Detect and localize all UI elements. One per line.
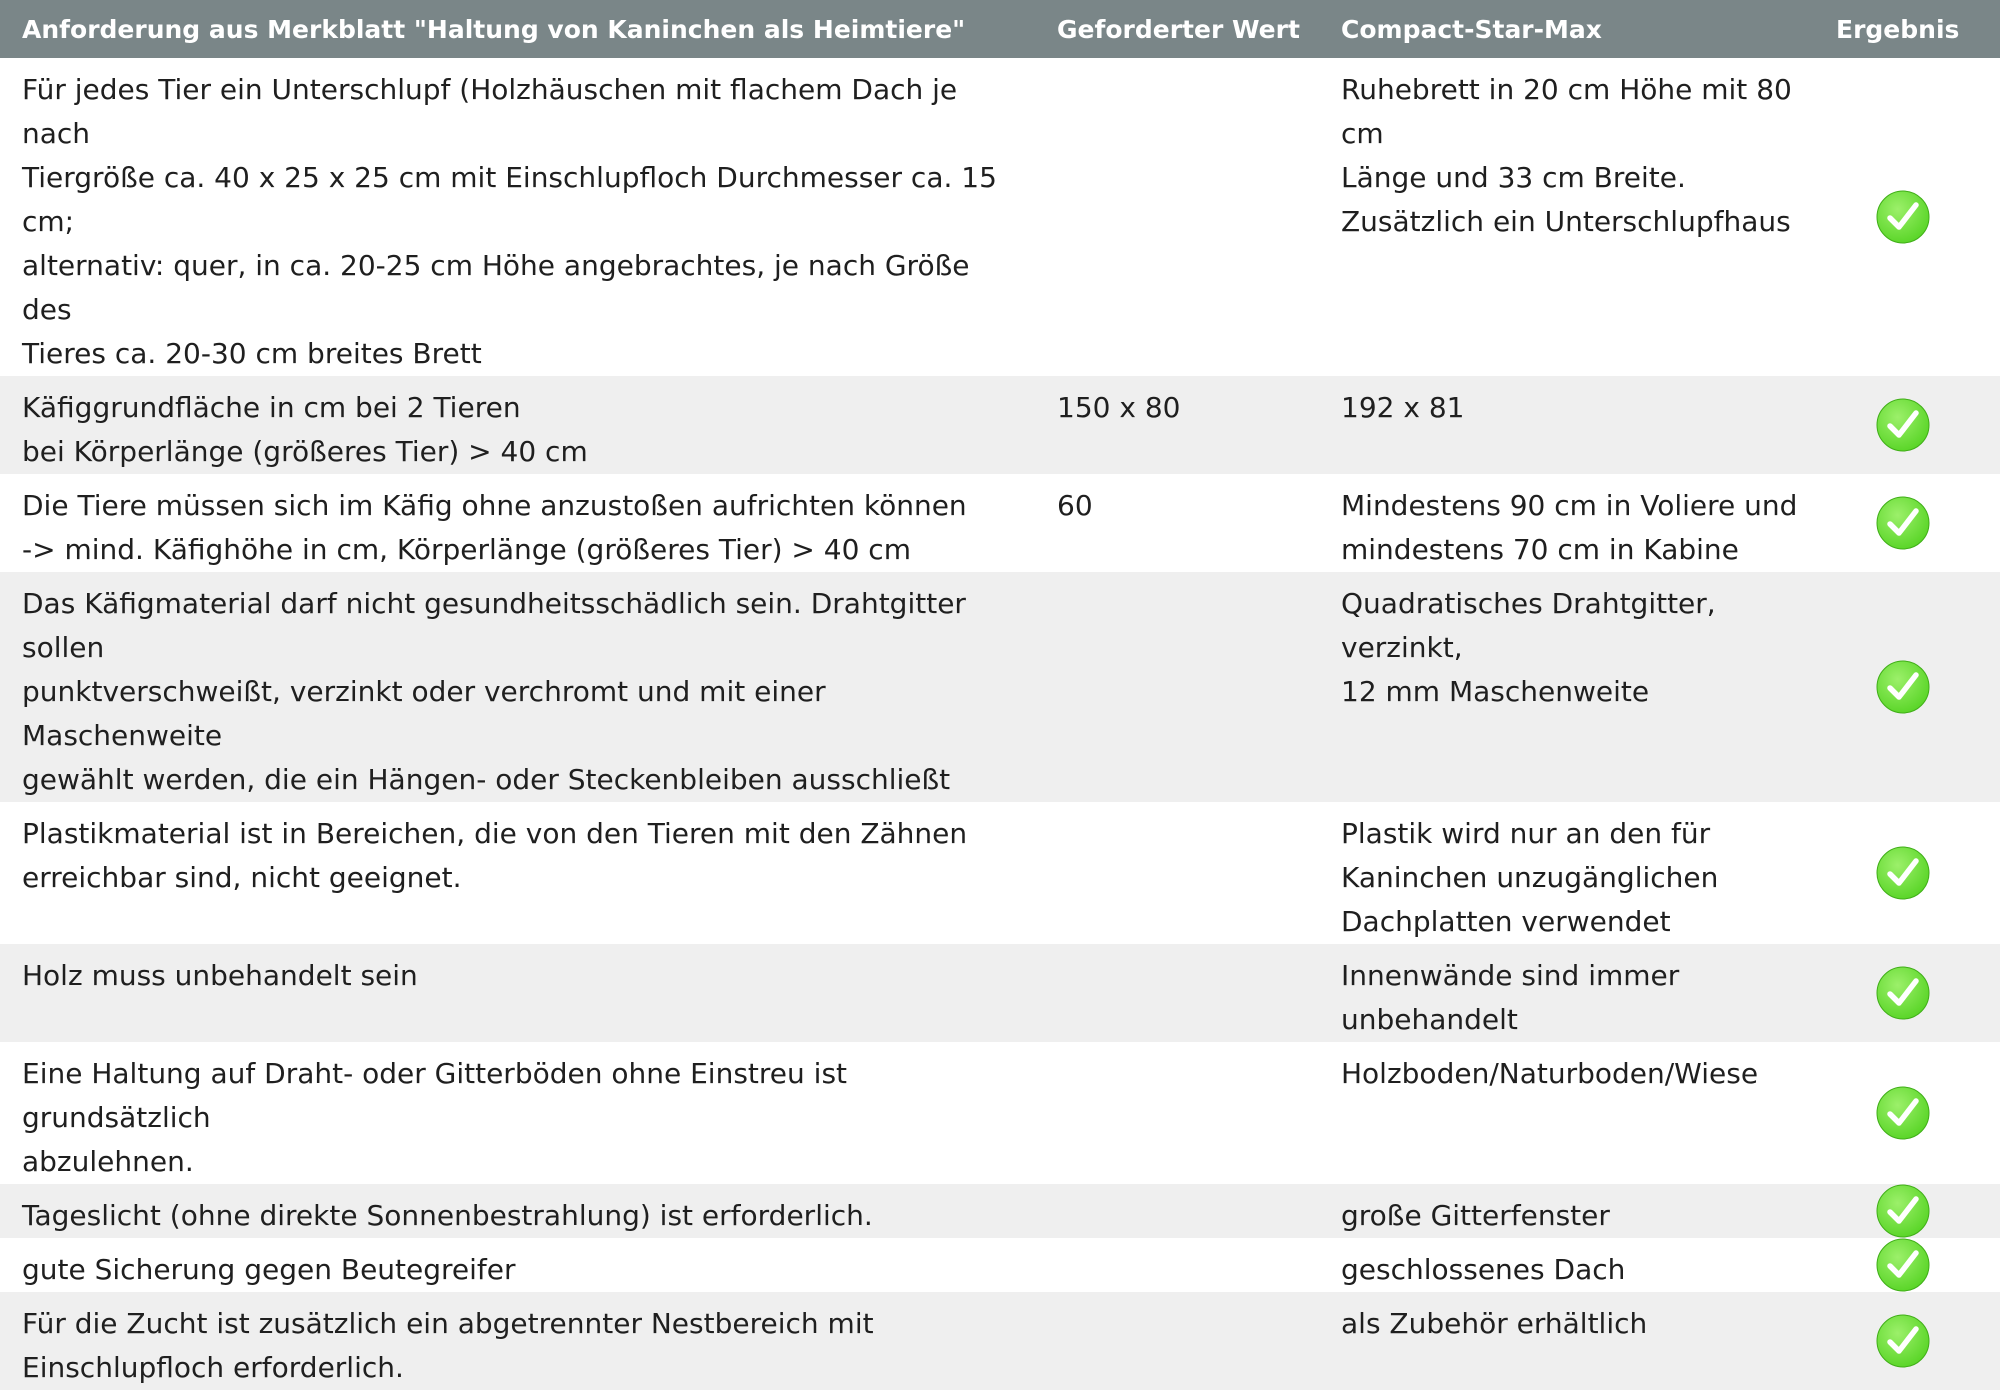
product-cell-line: Mindestens 90 cm in Voliere und (1341, 489, 1798, 522)
product-cell (1319, 1238, 1827, 1292)
result-cell (1827, 376, 2000, 474)
header-product: Compact-Star-Max (1341, 14, 1602, 44)
product-cell-line: Plastik wird nur an den für (1341, 817, 1711, 850)
product-cell-line: als Zubehör erhältlich (1341, 1307, 1648, 1340)
result-cell (1827, 944, 2000, 1042)
product-cell (1319, 944, 1827, 1042)
result-cell (1827, 58, 2000, 376)
requirement-cell-line: abzulehnen. (22, 1145, 194, 1178)
check-circle-icon (1876, 190, 1930, 244)
requirement-cell-line: Die Tiere müssen sich im Käfig ohne anzustoßen aufrichten können (22, 489, 967, 522)
requirement-cell-line: Tageslicht (ohne direkte Sonnenbestrahlung) ist erforderlich. (22, 1199, 873, 1232)
requirement-cell (0, 58, 1035, 376)
result-cell (1827, 1042, 2000, 1184)
result-cell (1827, 474, 2000, 572)
product-cell (1319, 1042, 1827, 1184)
requirement-cell-line: gute Sicherung gegen Beutegreifer (22, 1253, 516, 1286)
header-requirement: Anforderung aus Merkblatt "Haltung von Kaninchen als Heimtiere" (22, 14, 966, 44)
table-header (0, 0, 2000, 58)
product-cell-line: Zusätzlich ein Unterschlupfhaus (1341, 205, 1791, 238)
requirement-cell-line: Das Käfigmaterial darf nicht gesundheitsschädlich sein. Drahtgitter sollen (22, 587, 966, 664)
product-cell-line: unbehandelt (1341, 1003, 1518, 1036)
product-cell (1319, 572, 1827, 802)
header-row (0, 0, 2000, 58)
check-circle-icon (1876, 1184, 1930, 1238)
result-cell (1827, 1184, 2000, 1238)
check-circle-icon (1876, 1238, 1930, 1292)
requirement-cell (0, 944, 1035, 1042)
required-value-cell (1035, 474, 1319, 572)
requirement-cell-line: punktverschweißt, verzinkt oder verchromt und mit einer Maschenweite (22, 675, 826, 752)
table-row (0, 1184, 2000, 1238)
product-cell-line: geschlossenes Dach (1341, 1253, 1626, 1286)
table-row (0, 944, 2000, 1042)
requirement-cell (0, 1042, 1035, 1184)
check-circle-icon (1876, 966, 1930, 1020)
product-cell (1319, 1184, 1827, 1238)
header-result: Ergebnis (1836, 14, 1960, 44)
table-row (0, 1042, 2000, 1184)
product-cell (1319, 58, 1827, 376)
requirement-cell-line: Einschlupfloch erforderlich. (22, 1351, 404, 1384)
product-cell-line: Holzboden/Naturboden/Wiese (1341, 1057, 1759, 1090)
result-cell (1827, 1238, 2000, 1292)
product-cell (1319, 376, 1827, 474)
requirement-cell-line: erreichbar sind, nicht geeignet. (22, 861, 462, 894)
table-row (0, 1238, 2000, 1292)
check-circle-icon (1876, 1086, 1930, 1140)
requirement-cell-line: -> mind. Käfighöhe in cm, Körperlänge (größeres Tier) > 40 cm (22, 533, 911, 566)
requirement-cell-line: bei Körperlänge (größeres Tier) > 40 cm (22, 435, 588, 468)
required-value-cell-line: 150 x 80 (1057, 391, 1181, 424)
required-value-cell (1035, 58, 1319, 376)
product-cell-line: Innenwände sind immer (1341, 959, 1680, 992)
check-circle-icon (1876, 846, 1930, 900)
check-circle-icon (1876, 1314, 1930, 1368)
requirement-cell (0, 802, 1035, 944)
product-cell (1319, 802, 1827, 944)
product-cell (1319, 474, 1827, 572)
required-value-cell-line: 60 (1057, 489, 1093, 522)
requirement-cell (0, 1292, 1035, 1390)
requirement-cell-line: Holz muss unbehandelt sein (22, 959, 418, 992)
product-cell-line: große Gitterfenster (1341, 1199, 1610, 1232)
result-cell (1827, 802, 2000, 944)
check-circle-icon (1876, 398, 1930, 452)
table-row (0, 58, 2000, 376)
required-value-cell (1035, 572, 1319, 802)
product-cell-line: Kaninchen unzugänglichen (1341, 861, 1719, 894)
table-row (0, 1292, 2000, 1390)
required-value-cell (1035, 944, 1319, 1042)
required-value-cell (1035, 1238, 1319, 1292)
requirement-cell (0, 1184, 1035, 1238)
header-required-value: Geforderter Wert (1057, 14, 1300, 44)
requirement-cell-line: Plastikmaterial ist in Bereichen, die von den Tieren mit den Zähnen (22, 817, 968, 850)
required-value-cell (1035, 1184, 1319, 1238)
requirement-cell (0, 474, 1035, 572)
product-cell-line: Länge und 33 cm Breite. (1341, 161, 1686, 194)
product-cell (1319, 1292, 1827, 1390)
table-row (0, 474, 2000, 572)
result-cell (1827, 572, 2000, 802)
required-value-cell (1035, 802, 1319, 944)
check-circle-icon (1876, 660, 1930, 714)
table-row (0, 802, 2000, 944)
check-circle-icon (1876, 496, 1930, 550)
product-cell-line: mindestens 70 cm in Kabine (1341, 533, 1739, 566)
requirement-cell (0, 572, 1035, 802)
table-body (0, 58, 2000, 1390)
requirement-cell-line: alternativ: quer, in ca. 20-25 cm Höhe angebrachtes, je nach Größe des (22, 249, 970, 326)
requirement-cell (0, 376, 1035, 474)
product-cell-line: Dachplatten verwendet (1341, 905, 1671, 938)
requirement-cell-line: gewählt werden, die ein Hängen- oder Steckenbleiben ausschließt (22, 763, 951, 796)
requirement-cell-line: Eine Haltung auf Draht- oder Gitterböden ohne Einstreu ist grundsätzlich (22, 1057, 848, 1134)
required-value-cell (1035, 376, 1319, 474)
product-cell-line: 192 x 81 (1341, 391, 1465, 424)
requirement-cell-line: Tiergröße ca. 40 x 25 x 25 cm mit Einschlupfloch Durchmesser ca. 15 cm; (22, 161, 997, 238)
result-cell (1827, 1292, 2000, 1390)
requirement-cell (0, 1238, 1035, 1292)
required-value-cell (1035, 1292, 1319, 1390)
requirement-cell-line: Für die Zucht ist zusätzlich ein abgetrennter Nestbereich mit (22, 1307, 874, 1340)
table-row (0, 572, 2000, 802)
product-cell-line: Quadratisches Drahtgitter, verzinkt, (1341, 587, 1716, 664)
requirement-cell-line: Tieres ca. 20-30 cm breites Brett (22, 337, 482, 370)
product-cell-line: 12 mm Maschenweite (1341, 675, 1650, 708)
required-value-cell (1035, 1042, 1319, 1184)
requirement-cell-line: Für jedes Tier ein Unterschlupf (Holzhäuschen mit flachem Dach je nach (22, 73, 958, 150)
table-row (0, 376, 2000, 474)
requirement-cell-line: Käfiggrundfläche in cm bei 2 Tieren (22, 391, 521, 424)
product-cell-line: Ruhebrett in 20 cm Höhe mit 80 cm (1341, 73, 1792, 150)
